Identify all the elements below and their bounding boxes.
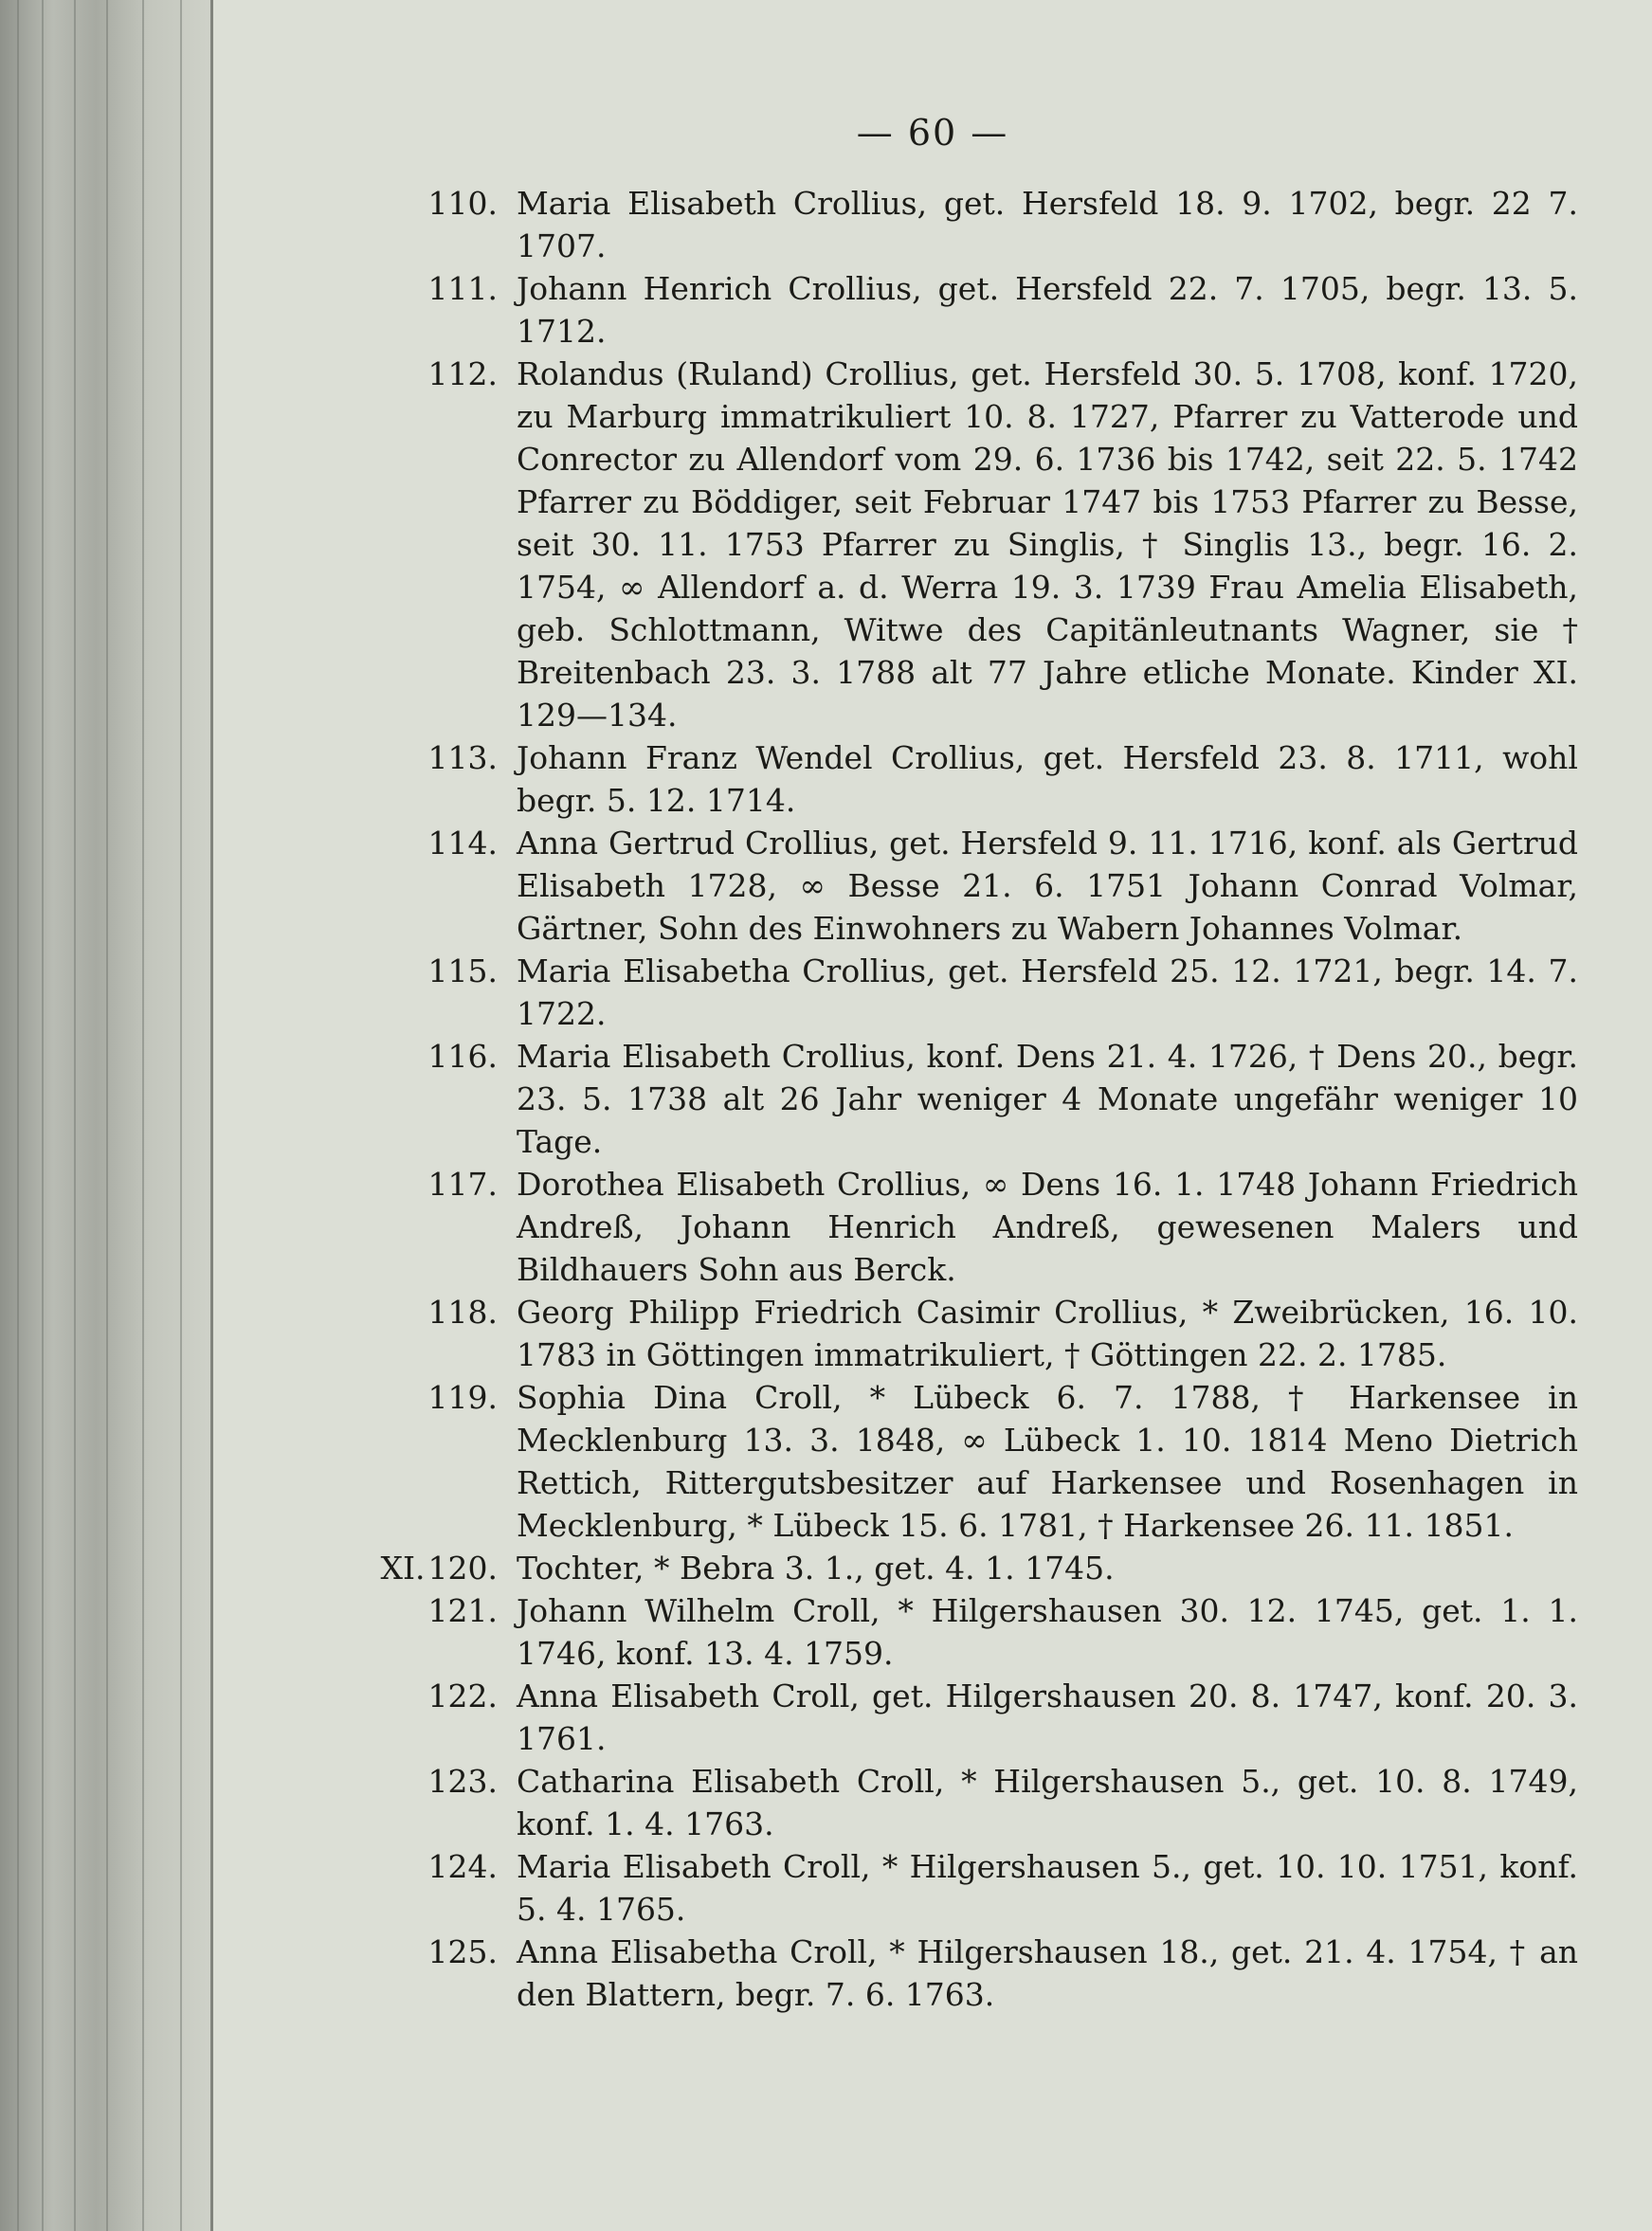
entry-text: Johann Wilhelm Croll, * Hilgershausen 30. 12. 1745, get. 1. 1. 1746, konf. 13. 4. 1759. <box>517 1592 1578 1672</box>
entry-text: Johann Henrich Crollius, get. Hersfeld 22. 7. 1705, begr. 13. 5. 1712. <box>517 270 1578 350</box>
entry-text: Maria Elisabeth Crollius, get. Hersfeld 18. 9. 1702, begr. 22 7. 1707. <box>517 185 1578 264</box>
genealogy-entry <box>327 1376 1578 1547</box>
book-page <box>213 0 1652 2231</box>
entry-number-value: 124. <box>427 1848 498 1885</box>
entry-number <box>327 1035 498 1078</box>
entry-number-value: 116. <box>427 1038 498 1075</box>
entry-number-value: 114. <box>427 825 498 862</box>
entry-number-value: 119. <box>427 1379 498 1416</box>
page-edge-line <box>17 0 19 2231</box>
entry-number-value: 111. <box>427 270 498 307</box>
genealogy-entry <box>327 1589 1578 1675</box>
page-edge-line <box>106 0 108 2231</box>
entry-text: Anna Elisabetha Croll, * Hilgershausen 18., get. 21. 4. 1754, † an den Blattern, begr. 7. 6. 1763. <box>517 1933 1578 2013</box>
entry-number <box>327 1589 498 1632</box>
entry-number-value: 118. <box>427 1294 498 1331</box>
entry-number <box>327 1845 498 1888</box>
genealogy-entry <box>327 1931 1578 2016</box>
entry-text: Dorothea Elisabeth Crollius, ∞ Dens 16. 1. 1748 Johann Friedrich Andreß, Johann Henrich Andreß, gewesenen Malers und Bildhauers Sohn aus Berck. <box>517 1166 1578 1288</box>
entry-text: Anna Gertrud Crollius, get. Hersfeld 9. 11. 1716, konf. als Gertrud Elisabeth 1728, ∞ Besse 21. 6. 1751 Johann Conrad Volmar, Gärtner, Sohn des Einwohners zu Wabern Johannes Volmar. <box>517 825 1578 947</box>
entry-number-value: 115. <box>427 952 498 989</box>
entry-text: Catharina Elisabeth Croll, * Hilgershausen 5., get. 10. 8. 1749, konf. 1. 4. 1763. <box>517 1763 1578 1842</box>
entry-number <box>327 1547 498 1589</box>
entry-number-value: 120. <box>427 1550 498 1587</box>
entry-number <box>327 1760 498 1803</box>
genealogy-entry <box>327 1675 1578 1760</box>
entry-number-value: 121. <box>427 1592 498 1629</box>
entry-number <box>327 267 498 310</box>
generation-marker: XI. <box>380 1550 426 1587</box>
genealogy-entry <box>327 267 1578 353</box>
book-binding <box>0 0 213 2231</box>
entry-number <box>327 1931 498 1973</box>
entry-text: Georg Philipp Friedrich Casimir Crollius, * Zweibrücken, 16. 10. 1783 in Göttingen immatrikuliert, † Göttingen 22. 2. 1785. <box>517 1294 1578 1373</box>
genealogy-entry <box>327 1845 1578 1931</box>
entry-text: Maria Elisabetha Crollius, get. Hersfeld 25. 12. 1721, begr. 14. 7. 1722. <box>517 952 1578 1032</box>
genealogy-entry <box>327 1760 1578 1845</box>
page-edge-line <box>42 0 44 2231</box>
page-edge-line <box>74 0 76 2231</box>
genealogy-entry <box>327 1547 1578 1589</box>
genealogy-entry <box>327 736 1578 822</box>
entry-text: Anna Elisabeth Croll, get. Hilgershausen 20. 8. 1747, konf. 20. 3. 1761. <box>517 1678 1578 1757</box>
genealogy-entry <box>327 353 1578 736</box>
entry-text: Rolandus (Ruland) Crollius, get. Hersfeld 30. 5. 1708, konf. 1720, zu Marburg immatrikuliert 10. 8. 1727, Pfarrer zu Vatterode und Conrector zu Allendorf vom 29. 6. 1736 bis 1742, seit 22. 5. 1742 Pfarrer zu Böddiger, seit Februar 1747 bis 1753 Pfarrer zu Besse, seit 30. 11. 1753 Pfarrer zu Singlis, † Singlis 13., begr. 16. 2. 1754, ∞ Allendorf a. d. Werra 19. 3. 1739 Frau Amelia Elisabeth, geb. Schlottmann, Witwe des Capitänleutnants Wagner, sie † Breitenbach 23. 3. 1788 alt 77 Jahre etliche Monate. Kinder XI. 129—134. <box>517 355 1578 734</box>
entry-number-value: 112. <box>427 355 498 392</box>
entry-number <box>327 950 498 992</box>
entry-number <box>327 822 498 864</box>
page-edge-line <box>142 0 144 2231</box>
entry-text: Tochter, * Bebra 3. 1., get. 4. 1. 1745. <box>517 1550 1115 1587</box>
entry-number-value: 117. <box>427 1166 498 1203</box>
entry-number-value: 113. <box>427 739 498 776</box>
entry-text: Johann Franz Wendel Crollius, get. Hersfeld 23. 8. 1711, wohl begr. 5. 12. 1714. <box>517 739 1578 819</box>
genealogy-entry <box>327 1163 1578 1291</box>
entry-number-value: 110. <box>427 185 498 222</box>
entry-number <box>327 1291 498 1333</box>
genealogy-entry <box>327 1035 1578 1163</box>
entry-text: Sophia Dina Croll, * Lübeck 6. 7. 1788, † Harkensee in Mecklenburg 13. 3. 1848, ∞ Lübeck 1. 10. 1814 Meno Dietrich Rettich, Rittergutsbesitzer auf Harkensee und Rosenhagen in Mecklenburg, * Lübeck 15. 6. 1781, † Harkensee 26. 11. 1851. <box>517 1379 1578 1544</box>
genealogy-entry-list <box>327 182 1578 2016</box>
genealogy-entry <box>327 1291 1578 1376</box>
entry-number <box>327 353 498 395</box>
entry-number <box>327 736 498 779</box>
entry-number-value: 125. <box>427 1933 498 1970</box>
entry-number-value: 122. <box>427 1678 498 1714</box>
entry-text: Maria Elisabeth Crollius, konf. Dens 21. 4. 1726, † Dens 20., begr. 23. 5. 1738 alt 26 Jahr weniger 4 Monate ungefähr weniger 10 Tage. <box>517 1038 1578 1160</box>
genealogy-entry <box>327 822 1578 950</box>
entry-text: Maria Elisabeth Croll, * Hilgershausen 5., get. 10. 10. 1751, konf. 5. 4. 1765. <box>517 1848 1578 1928</box>
page-number: — 60 — <box>856 112 1009 154</box>
genealogy-entry <box>327 182 1578 267</box>
entry-number <box>327 1675 498 1717</box>
entry-number-value: 123. <box>427 1763 498 1800</box>
entry-number <box>327 1376 498 1419</box>
entry-number <box>327 182 498 225</box>
genealogy-entry <box>327 950 1578 1035</box>
entry-number <box>327 1163 498 1206</box>
page-edge-line <box>180 0 182 2231</box>
